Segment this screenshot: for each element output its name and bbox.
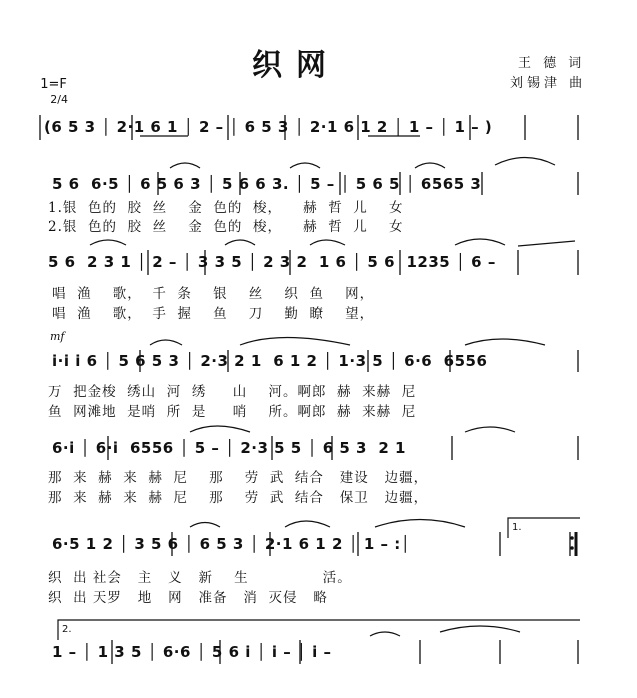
lyricist-credit: 王 德 词 xyxy=(518,56,586,71)
notation-row-2: 5 6 6·5 │ 6 5 6 3 │ 5 6 6 3. │ 5 – │ 5 6 5 │ 6565 3 xyxy=(52,175,482,193)
lyrics-row-6-verse-1: 织 出 社会 主 义 新 生 活。 xyxy=(48,570,352,586)
notation-row-7: 1 – │ 1 3 5 │ 6·6 │ 5 6 i │ i – │ i – xyxy=(52,643,332,661)
svg-text:1.: 1. xyxy=(512,522,522,533)
notation-row-4: i·i i 6 │ 5 6 5 3 │ 2·3 2 1 6 1 2 │ 1·3 5 │ 6·6 6556 xyxy=(52,352,488,370)
lyrics-row-3-verse-1: 唱 渔 歌， 千 条 银 丝 织 鱼 网， xyxy=(52,286,375,302)
song-title: 织网 xyxy=(252,48,340,83)
lyrics-row-3-verse-2: 唱 渔 歌， 手 握 鱼 刀 勤 瞭 望， xyxy=(52,306,375,322)
lyrics-row-4-verse-2: 鱼 网滩地 是哨 所 是 哨 所。啊郎 赫 来赫 尼 xyxy=(48,404,417,420)
lyrics-row-5-verse-1: 那 来 赫 来 赫 尼 那 劳 武 结合 建设 边疆， xyxy=(48,470,429,486)
lyrics-row-6-verse-2: 织 出 天罗 地 网 准备 消 灭侵 略 xyxy=(48,590,328,606)
svg-text:2.: 2. xyxy=(62,624,72,635)
notation-row-5: 6·i │ 6·i 6556 │ 5 – │ 2·3 5 5 │ 6 5 3 2 1 xyxy=(52,439,406,457)
notation-row-6: 6·5 1 2 │ 3 5 6 │ 6 5 3 │ 2·1 6 1 2 │ 1 – :│ xyxy=(52,535,411,553)
composer-credit: 刘锡津 曲 xyxy=(510,76,587,91)
lyrics-row-5-verse-2: 那 来 赫 来 赫 尼 那 劳 武 结合 保卫 边疆， xyxy=(48,490,429,506)
notation-row-3: 5 6 2 3 1 │ 2 – │ 3 3 5 │ 2 3 2 1 6 │ 5 6 1235 │ 6 – xyxy=(48,253,496,271)
lyrics-row-2-verse-1: 1.银 色的 胶 丝 金 色的 梭， 赫 哲 儿 女 xyxy=(48,200,404,216)
lyrics-row-2-verse-2: 2.银 色的 胶 丝 金 色的 梭， 赫 哲 儿 女 xyxy=(48,219,404,235)
key-label: 1=F xyxy=(40,77,67,92)
time-signature: 2/4 xyxy=(50,93,68,106)
notation-row-1: (6 5 3 │ 2·1 6 1 │ 2 – │ 6 5 3 │ 2·1 6 1 2 │ 1 – │ 1 – ) xyxy=(44,118,493,136)
lyrics-row-4-verse-1: 万 把金梭 绣山 河 绣 山 河。啊郎 赫 来赫 尼 xyxy=(48,384,417,400)
dynamic-marking: mf xyxy=(50,330,65,343)
